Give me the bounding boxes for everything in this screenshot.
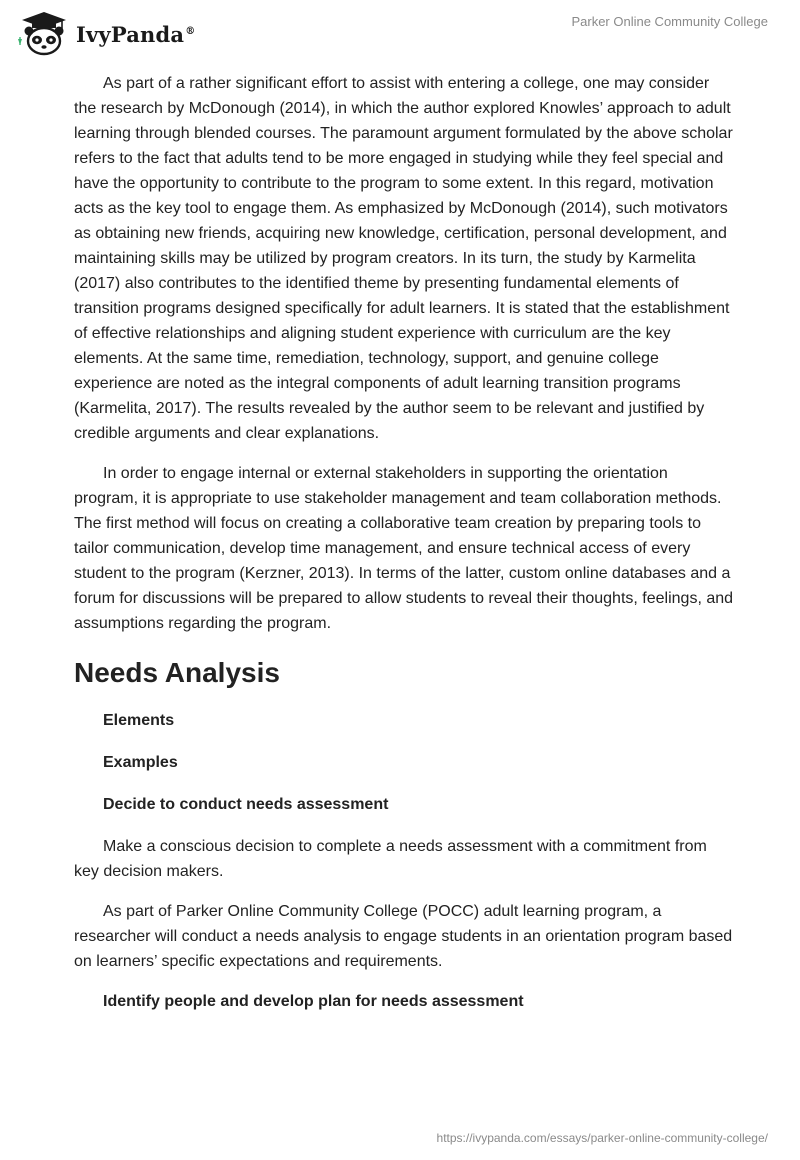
subheading-decide: Decide to conduct needs assessment	[103, 796, 389, 813]
paragraph-mcdonough: As part of a rather significant effort to assist with entering a college, one may consider the research by McDonough (2014), in which the author explored Knowles’ approach to adult learning through blended courses. The paramount argument formulated by the above scholar refers to the fact that adults tend to be more engaged in studying while they feel special and have the opportunity to contribute to the program to some extent. In this regard, motivation acts as the key tool to engage them. As emphasized by McDonough (2014), such motivators as obtaining new friends, acquiring new knowledge, certification, personal development, and maintaining skills may be utilized by program creators. In its turn, the study by Karmelita (2017) also contributes to the identified theme by presenting fundamental elements of transition programs designed specifically for adult learners. It is stated that the establishment of effective relationships and aligning student experience with curriculum are the key elements. At the same time, remediation, technology, support, and genuine college experience are noted as the integral components of adult learning transition programs (Karmelita, 2017). The results revealed by the author seem to be relevant and justified by credible arguments and clear explanations.	[74, 75, 733, 442]
brand-name: IvyPanda®	[76, 21, 196, 47]
paragraph-decide: Make a conscious decision to complete a needs assessment with a commitment from key decision makers.	[74, 838, 707, 880]
subheading-identify: Identify people and develop plan for needs assessment	[103, 993, 524, 1010]
document-title: Parker Online Community College	[571, 14, 768, 29]
subheading-examples: Examples	[103, 754, 178, 771]
paragraph-pocc: As part of Parker Online Community College (POCC) adult learning program, a researcher will conduct a needs analysis to engage students in an orientation program based on learners’ specific expectations and requirements.	[74, 903, 733, 970]
page-header	[0, 0, 800, 66]
panda-graduate-icon	[14, 9, 72, 57]
essay-content	[74, 71, 734, 1031]
subheading-elements: Elements	[103, 712, 175, 729]
ivypanda-logo[interactable]	[14, 9, 195, 57]
section-heading-needs-analysis: Needs Analysis	[74, 657, 280, 688]
paragraph-stakeholders: In order to engage internal or external stakeholders in supporting the orientation program, it is appropriate to use stakeholder management and team collaboration methods. The first method will focus on creating a collaborative team creation by preparing tools to tailor communication, develop time management, and ensure technical access of every student to the program (Kerzner, 2013). In terms of the latter, custom online databases and a forum for discussions will be prepared to allow students to reveal their thoughts, feelings, and assumptions regarding the program.	[74, 465, 734, 632]
source-url[interactable]: https://ivypanda.com/essays/parker-online-community-college/	[436, 1131, 768, 1145]
